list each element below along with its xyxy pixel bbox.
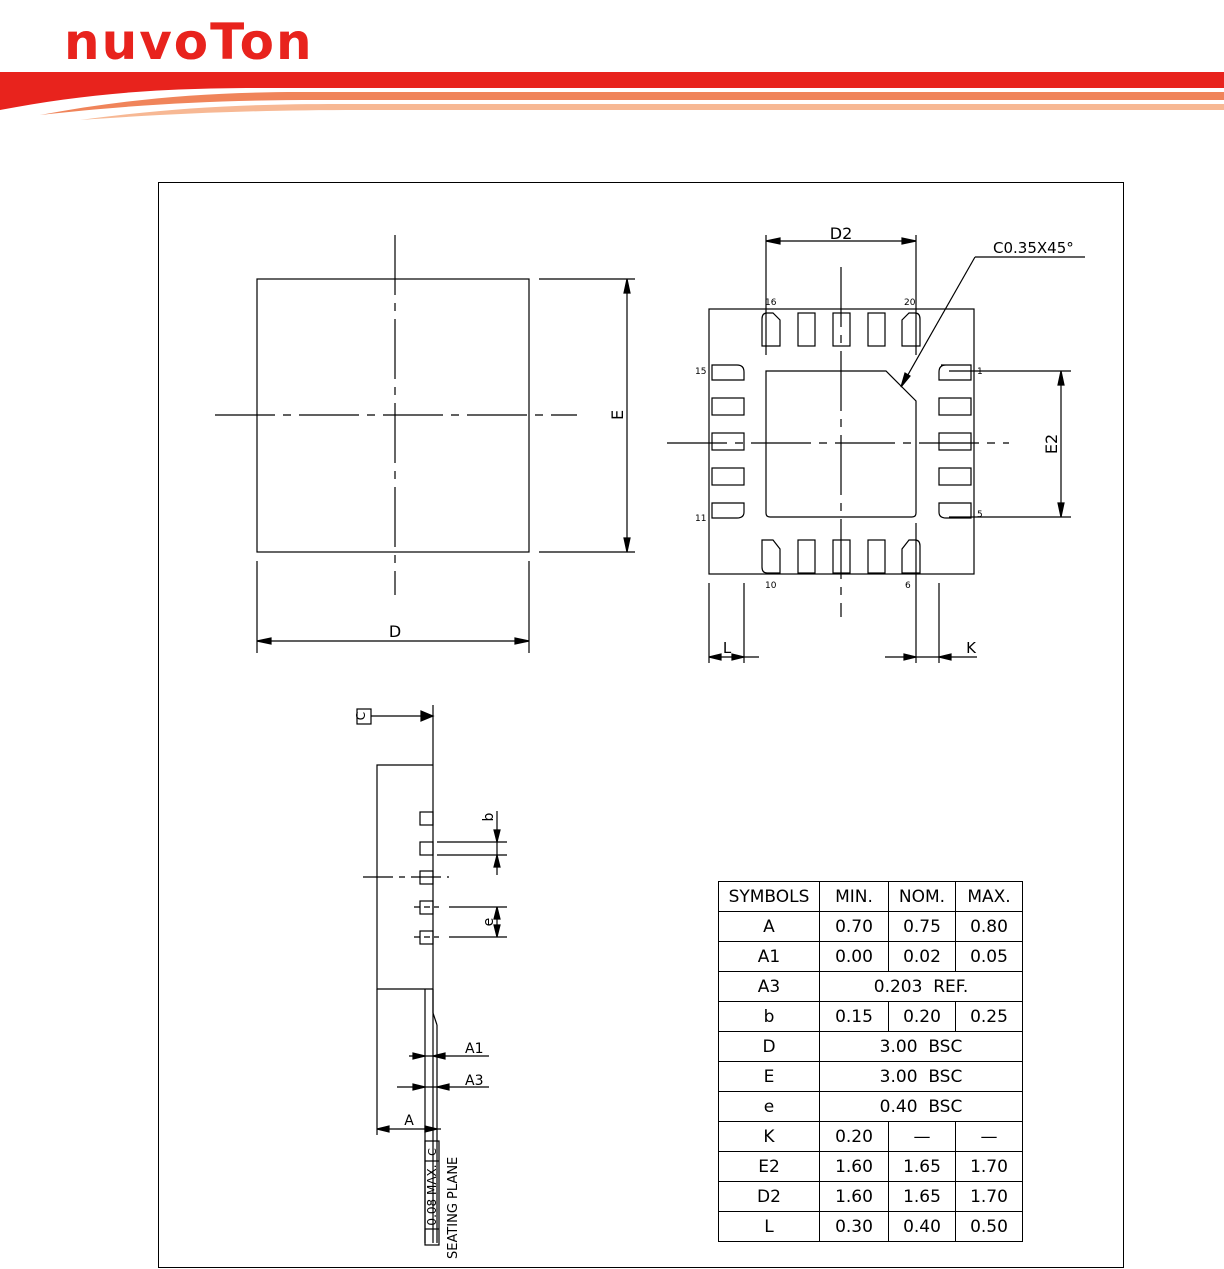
- dim-a3-label: A3: [465, 1073, 484, 1089]
- header-nom: NOM.: [889, 882, 956, 912]
- span-value-cell: 3.00 BSC: [820, 1062, 1023, 1092]
- dim-k-label: K: [966, 639, 976, 657]
- min-cell: 0.70: [820, 912, 889, 942]
- table-row: [719, 1182, 1023, 1212]
- pin-label: 20: [904, 298, 916, 308]
- dim-e-pitch-label: e: [481, 917, 497, 927]
- dim-b-label: b: [481, 812, 497, 822]
- header-symbols: SYMBOLS: [719, 882, 820, 912]
- span-value-cell: 0.40 BSC: [820, 1092, 1023, 1122]
- nom-cell: —: [889, 1122, 956, 1152]
- symbol-cell: E2: [719, 1152, 820, 1182]
- span-value-cell: 3.00 BSC: [820, 1032, 1023, 1062]
- table-row: [719, 912, 1023, 942]
- max-cell: 1.70: [956, 1182, 1023, 1212]
- dim-a-label: A: [404, 1113, 414, 1129]
- max-cell: 0.50: [956, 1212, 1023, 1242]
- dim-a1-label: A1: [465, 1041, 484, 1057]
- min-cell: 0.00: [820, 942, 889, 972]
- pin-label: 5: [977, 510, 983, 520]
- nom-cell: 0.02: [889, 942, 956, 972]
- max-cell: 0.80: [956, 912, 1023, 942]
- table-row: [719, 1152, 1023, 1182]
- symbol-cell: K: [719, 1122, 820, 1152]
- top-view: [215, 235, 635, 653]
- pin-label: 6: [905, 581, 911, 591]
- max-cell: —: [956, 1122, 1023, 1152]
- nom-cell: 0.75: [889, 912, 956, 942]
- chamfer-note: C0.35X45°: [993, 239, 1074, 257]
- max-cell: 0.25: [956, 1002, 1023, 1032]
- min-cell: 1.60: [820, 1152, 889, 1182]
- min-cell: 0.15: [820, 1002, 889, 1032]
- table-row: [719, 1092, 1023, 1122]
- dim-d2-label: D2: [829, 224, 853, 243]
- symbol-cell: A1: [719, 942, 820, 972]
- pin-label: 1: [977, 367, 983, 377]
- min-cell: 0.20: [820, 1122, 889, 1152]
- pin-label: 15: [695, 367, 707, 377]
- symbol-cell: D2: [719, 1182, 820, 1212]
- table-row: [719, 972, 1023, 1002]
- dimension-table: [718, 881, 1023, 1242]
- dim-d-label: D: [388, 622, 402, 641]
- pin-label: 10: [765, 581, 777, 591]
- page-header: [0, 0, 1224, 120]
- span-value-cell: 0.203 REF.: [820, 972, 1023, 1002]
- seating-plane-label: SEATING PLANE: [446, 1156, 461, 1259]
- dim-e-label: E: [608, 409, 627, 421]
- symbol-cell: A3: [719, 972, 820, 1002]
- bottom-view: [667, 235, 1085, 663]
- flatness-note: 0.08 MAX.: [425, 1164, 439, 1226]
- pin-label: 11: [695, 514, 707, 524]
- table-row: [719, 1122, 1023, 1152]
- package-outline-drawing: [158, 182, 1124, 1268]
- table-row: [719, 1032, 1023, 1062]
- nom-cell: 1.65: [889, 1182, 956, 1212]
- nuvoton-logo: nuvoTon: [64, 13, 314, 71]
- datum-c-label: C: [354, 711, 368, 721]
- header-max: MAX.: [956, 882, 1023, 912]
- min-cell: 0.30: [820, 1212, 889, 1242]
- symbol-cell: A: [719, 912, 820, 942]
- flatness-datum: C: [426, 1148, 439, 1156]
- nom-cell: 1.65: [889, 1152, 956, 1182]
- table-row: [719, 1212, 1023, 1242]
- symbol-cell: L: [719, 1212, 820, 1242]
- header-min: MIN.: [820, 882, 889, 912]
- side-view: [357, 705, 507, 1245]
- dim-l-label: L: [722, 639, 732, 657]
- table-row: [719, 1002, 1023, 1032]
- pin-label: 16: [765, 298, 777, 308]
- max-cell: 1.70: [956, 1152, 1023, 1182]
- table-header-row: [719, 882, 1023, 912]
- dim-e2-label: E2: [1042, 433, 1061, 455]
- nom-cell: 0.20: [889, 1002, 956, 1032]
- max-cell: 0.05: [956, 942, 1023, 972]
- min-cell: 1.60: [820, 1182, 889, 1212]
- nom-cell: 0.40: [889, 1212, 956, 1242]
- symbol-cell: e: [719, 1092, 820, 1122]
- symbol-cell: D: [719, 1032, 820, 1062]
- symbol-cell: E: [719, 1062, 820, 1092]
- symbol-cell: b: [719, 1002, 820, 1032]
- table-row: [719, 1062, 1023, 1092]
- table-row: [719, 942, 1023, 972]
